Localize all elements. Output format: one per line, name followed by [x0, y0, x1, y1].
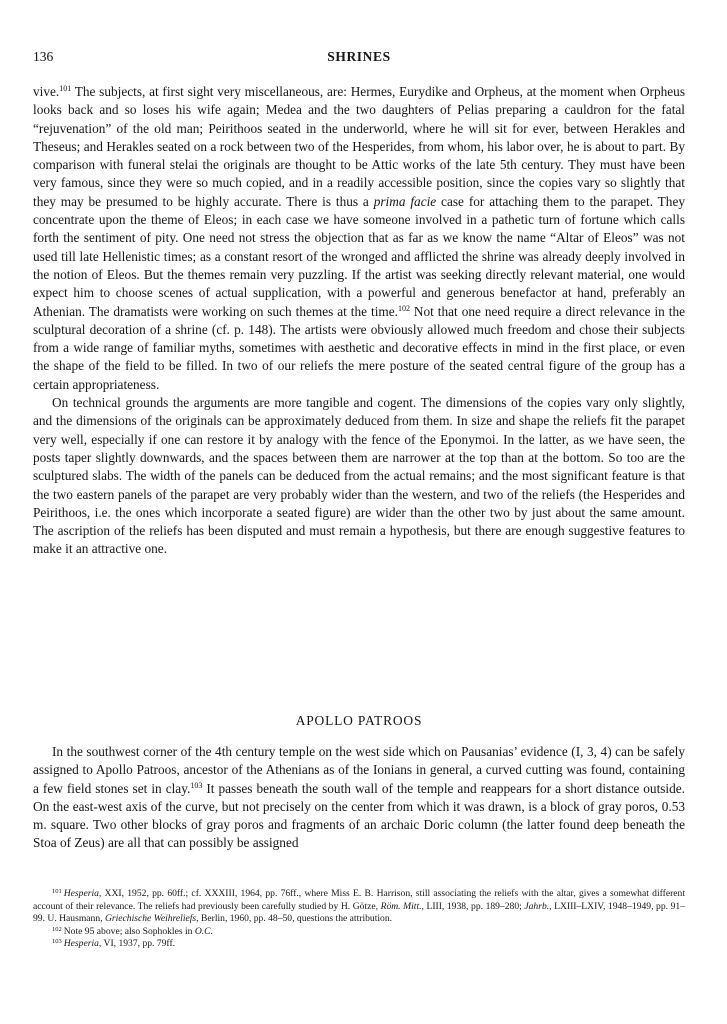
footnote-ref: 101 — [59, 84, 72, 93]
italic-text: Hesperia — [63, 888, 99, 899]
italic-text: Jahrb. — [524, 900, 550, 912]
page-header — [33, 49, 685, 67]
footnotes — [33, 888, 685, 951]
italic-text: Röm. Mitt. — [380, 900, 422, 912]
paragraph: vive.$^{101}$ The subjects, at first sight very miscellaneous, are: Hermes, Eurydike and Orpheus, at the moment when Orpheus looks back and so loses his wife again; Medea and the two daughters of Pelias preparing a cauldron for the fatal “rejuvenation” of the old man; Peirithoos seated in the underworld, where he will sit for ever, between Herakles and Theseus; and Herakles seated on a rock between two of the Hesperides, from whom, his labor over, he is about to part. By comparison with funeral stelai the originals are thought to be Attic works of the late 5th century. They must have been very famous, since they were so much copied, and in a readily accessible position, since the copies vary so slightly that they may be presumed to be highly accurate. There is thus a prima facie case for attaching them to the parapet. They concentrate upon the theme of Eleos; in each case we have someone involved in a pathetic turn of fortune which calls forth the sentiment of pity. One need not stress the objection that as far as we know the name “Altar of Eleos” was not used till late Hellenistic times; as a constant resort of the wronged and afflicted the shrine was already deeply involved in the notion of Eleos. But the themes remain very puzzling. If the artist was seeking directly relevant material, one would expect him to choose scenes of actual supplication, with a powerful and generous benefactor at hand, preferably an Athenian. The dramatists were working on such themes at the time.$^{102}$ Not that one need require a direct relevance in the sculptural decoration of a shrine (cf. p. 148). The artists were obviously allowed much freedom and chose their subjects from a wide range of familiar myths, sometimes with aesthetic and decorative effects in mind in the first place, or even the shape of the field to be filled. In two of our reliefs the mere posture of the seated central figure of the group has a certain appropriateness. — [33, 84, 685, 392]
footnote: $^{103}$ Hesperia, VI, 1937, pp. 79ff. — [52, 938, 176, 950]
section-text — [33, 743, 685, 853]
paragraph: In the southwest corner of the 4th century temple on the west side which on Pausanias’ evidence (I, 3, 4) can be safely assigned to Apollo Patroos, ancestor of the Athenians as of the Ionians in general, a curved cutting was found, containing a few field stones set in clay.$^{103}$ It passes beneath the south wall of the temple and reappears for a short distance outside. On the east-west axis of the curve, but not precisely on the center from which it was drawn, is a block of gray poros, 0.53 m. square. Two other blocks of gray poros and fragments of an archaic Doric column (the latter found deep beneath the Stoa of Zeus) are all that can possibly be assigned — [33, 744, 686, 851]
section-heading: APOLLO PATROOS — [295, 713, 423, 728]
footnote-number: 102 — [52, 925, 62, 933]
footnote-number: 101 — [52, 888, 62, 895]
italic-text: Griechische Weihreliefs — [104, 913, 197, 925]
paragraph: On technical grounds the arguments are more tangible and cogent. The dimensions of the copies vary only slightly, and the dimensions of the originals can be approximately deduced from them. In size and shape the reliefs fit the parapet very well, especially if one can restore it by analogy with the fence of the Eponymoi. In the latter, as we have seen, the posts taper slightly downwards, and the spaces between them are narrower at the top than at the bottom. So too are the sculptured slabs. The width of the panels can be deduced from the actual remains; and the most significant feature is that the two eastern panels of the parapet are very probably wider than the western, and two of the reliefs (the Hesperides and Peirithoos, i.e. the ones which incorporate a seated figure) are wider than the other two by just about the same amount. The ascription of the reliefs has been disputed and must remain a hypothesis, but there are enough suggestive features to make it an attractive one. — [33, 395, 685, 557]
running-title: SHRINES — [327, 49, 391, 64]
footnote-ref: 102 — [397, 303, 410, 313]
page-number: 136 — [33, 49, 54, 64]
footnote-number: 103 — [52, 938, 62, 946]
footnote-ref: 103 — [190, 780, 203, 790]
main-text — [33, 83, 685, 559]
footnote: $^{102}$ Note 95 above; also Sophokles in O.C. — [52, 925, 213, 937]
italic-text: Hesperia — [63, 938, 99, 950]
italic-text: prima facie — [373, 193, 437, 209]
italic-text: O.C. — [194, 925, 213, 937]
footnote: $^{101}$ Hesperia, XXI, 1952, pp. 60ff.; cf. XXXIII, 1964, pp. 76ff., where Miss E. B. Harrison, still associating the reliefs with the altar, gives a somewhat different account of their relevance. The reliefs had previously been carefully studied by H. Götze, Röm. Mitt., LIII, 1938, pp. 189–280; Jahrb., LXIII–LXIV, 1948–1949, pp. 91–99. U. Hausmann, Griechische Weihreliefs, Berlin, 1960, pp. 48–50, questions the attribution. — [33, 888, 685, 925]
